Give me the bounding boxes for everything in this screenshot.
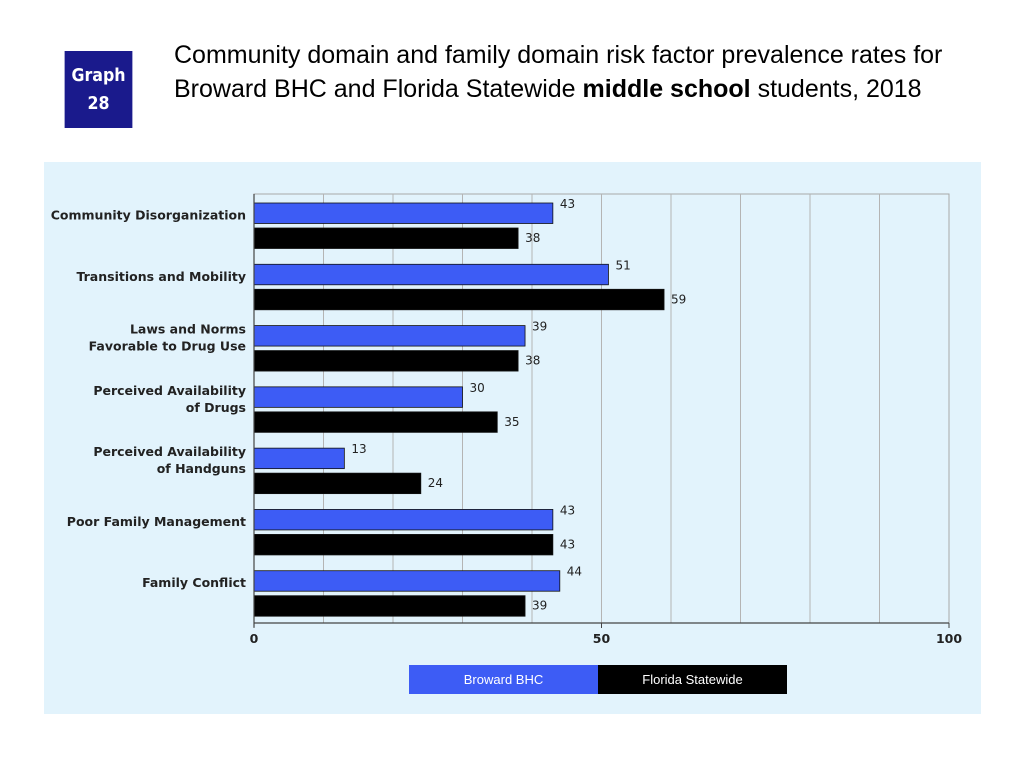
value-label: 13: [351, 442, 367, 457]
category-label: Transitions and Mobility: [76, 268, 246, 284]
category-label: Perceived Availability: [93, 382, 246, 398]
value-label: 43: [559, 537, 576, 552]
category-label: Community Disorganization: [50, 207, 246, 223]
x-tick-label: 0: [249, 631, 259, 646]
value-label: 44: [566, 564, 583, 579]
title-emphasis: middle school: [582, 75, 751, 103]
badge-label: Graph: [71, 64, 126, 86]
bar-broward: [254, 326, 525, 347]
value-label: 30: [469, 380, 485, 395]
bar-florida: [254, 412, 497, 433]
x-tick-label: 50: [592, 631, 611, 646]
bar-broward: [254, 264, 608, 285]
bar-florida: [254, 534, 553, 555]
badge-number: 28: [87, 92, 110, 114]
legend-item-broward: Broward BHC: [409, 665, 598, 694]
category-label: Family Conflict: [142, 575, 246, 591]
bar-broward: [254, 448, 344, 469]
value-label: 39: [532, 598, 548, 613]
bar-broward: [254, 387, 463, 408]
value-label: 43: [559, 503, 576, 518]
value-label: 43: [559, 197, 576, 211]
category-label: Poor Family Management: [66, 513, 246, 529]
value-label: 51: [615, 258, 631, 273]
category-label: Perceived Availability: [93, 444, 246, 460]
bar-broward: [254, 571, 560, 592]
category-label: Favorable to Drug Use: [88, 338, 246, 354]
chart-legend: [409, 665, 787, 694]
bar-florida: [254, 473, 421, 494]
title-suffix: students, 2018: [750, 75, 922, 103]
category-label: of Handguns: [156, 461, 246, 477]
value-label: 59: [671, 292, 687, 307]
value-label: 35: [504, 414, 520, 429]
bar-broward: [254, 203, 553, 224]
category-label: of Drugs: [185, 399, 246, 415]
value-label: 38: [525, 231, 541, 245]
value-label: 24: [427, 476, 444, 491]
title-text: Community domain and family domain risk factor prevalence rates for Broward BHC and Florida Statewide: [174, 41, 943, 103]
bar-florida: [254, 596, 525, 617]
bar-florida: [254, 351, 518, 372]
bar-florida: [254, 289, 664, 310]
value-label: 38: [525, 353, 541, 368]
category-label: Laws and Norms: [129, 321, 246, 337]
legend-item-florida: Florida Statewide: [598, 665, 787, 694]
bar-florida: [254, 228, 518, 249]
x-tick-label: 100: [935, 631, 963, 646]
bar-broward: [254, 509, 553, 530]
value-label: 39: [532, 319, 548, 334]
